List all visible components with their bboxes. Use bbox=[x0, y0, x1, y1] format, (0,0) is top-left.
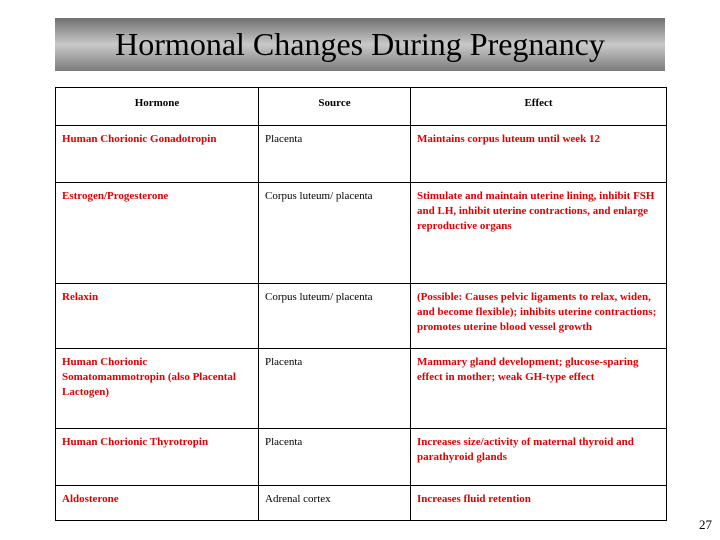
cell-effect: Maintains corpus luteum until week 12 bbox=[411, 126, 667, 183]
table-row bbox=[56, 486, 667, 521]
table-header-row bbox=[56, 88, 667, 126]
cell-effect: Mammary gland development; glucose-sparing effect in mother; weak GH-type effect bbox=[411, 349, 667, 429]
hormone-table bbox=[55, 87, 667, 521]
table-row bbox=[56, 183, 667, 284]
cell-hormone: Human Chorionic Thyrotropin bbox=[56, 429, 259, 486]
cell-hormone: Human Chorionic Gonadotropin bbox=[56, 126, 259, 183]
title-bar bbox=[55, 18, 665, 71]
slide-title: Hormonal Changes During Pregnancy bbox=[115, 26, 605, 62]
cell-hormone: Estrogen/Progesterone bbox=[56, 183, 259, 284]
table-row bbox=[56, 349, 667, 429]
cell-effect: Stimulate and maintain uterine lining, inhibit FSH and LH, inhibit uterine contractions, and enlarge reproductive organs bbox=[411, 183, 667, 284]
cell-hormone: Human Chorionic Somatomammotropin (also Placental Lactogen) bbox=[56, 349, 259, 429]
cell-source: Corpus luteum/ placenta bbox=[259, 284, 411, 349]
cell-source: Corpus luteum/ placenta bbox=[259, 183, 411, 284]
table-row bbox=[56, 429, 667, 486]
table-row bbox=[56, 126, 667, 183]
cell-source: Placenta bbox=[259, 126, 411, 183]
header-hormone: Hormone bbox=[56, 88, 259, 126]
cell-effect: (Possible: Causes pelvic ligaments to relax, widen, and become flexible); inhibits uterine contractions; promotes uterine blood vessel growth bbox=[411, 284, 667, 349]
cell-effect: Increases size/activity of maternal thyroid and parathyroid glands bbox=[411, 429, 667, 486]
table-row bbox=[56, 284, 667, 349]
cell-source: Placenta bbox=[259, 429, 411, 486]
cell-hormone: Aldosterone bbox=[56, 486, 259, 521]
cell-hormone: Relaxin bbox=[56, 284, 259, 349]
cell-source: Adrenal cortex bbox=[259, 486, 411, 521]
cell-source: Placenta bbox=[259, 349, 411, 429]
page-number: 27 bbox=[699, 517, 712, 532]
cell-effect: Increases fluid retention bbox=[411, 486, 667, 521]
header-effect: Effect bbox=[411, 88, 667, 126]
header-source: Source bbox=[259, 88, 411, 126]
